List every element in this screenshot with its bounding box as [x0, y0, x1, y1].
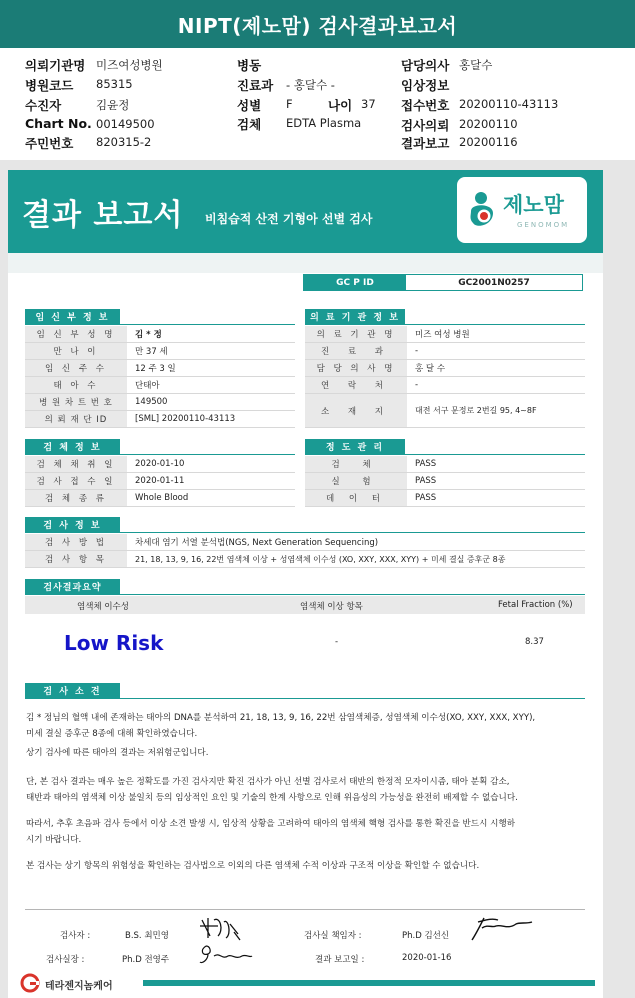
tester-label: 검사자 :: [60, 931, 91, 941]
section-line: [25, 532, 585, 533]
table-row: [25, 394, 295, 411]
table-row: [25, 456, 295, 473]
summary-col-fetal-fraction: Fetal Fraction (%): [498, 600, 573, 610]
recipient-label: 수진자: [25, 98, 62, 113]
resident-label: 주민번호: [25, 136, 74, 151]
opinion-paragraph-4: [26, 816, 591, 848]
summary-col-aneuploidy: 염색체 이수성: [77, 602, 129, 612]
age-value: 37: [361, 97, 376, 111]
table-row: [305, 394, 585, 428]
row-value: -: [415, 380, 419, 390]
table-row: [305, 377, 585, 394]
table-row: [305, 490, 585, 507]
row-key: 검 체 종 류: [25, 490, 127, 506]
lab-chief-signature: [198, 942, 254, 968]
responsible-label: 검사실 책임자 :: [304, 931, 362, 941]
table-row: [25, 360, 295, 377]
physician-value: 홍달수: [459, 58, 493, 72]
opinion-line: 따라서, 추후 초음파 검사 등에서 이상 소견 발생 시, 임상적 상황을 고려하여 태아의 염색체 핵형 검사를 통한 확진을 반드시 시행하: [26, 819, 516, 829]
table-row: [25, 326, 295, 343]
gcp-id-label: GC P ID: [304, 275, 406, 290]
row-value: 만 37 세: [135, 347, 168, 357]
row-value: 단태아: [135, 381, 160, 391]
row-key: 병 원 차 트 번 호: [25, 394, 127, 410]
row-value: 12 주 3 일: [135, 364, 176, 374]
row-value: 김 * 정: [135, 330, 162, 340]
summary-col-abnormal: 염색체 이상 항목: [300, 602, 363, 612]
table-row: [305, 473, 585, 490]
table-row: [25, 377, 295, 394]
opinion-line: 단, 본 검사 결과는 매우 높은 정확도를 가진 검사지만 확진 검사가 아닌 선별 검사로서 태반의 한정적 모자이시즘, 태아 분획 감소,: [26, 777, 510, 787]
institution-value: 미즈여성병원: [96, 58, 163, 72]
banner-title: 결과 보고서: [22, 198, 184, 233]
age-label: 나이: [328, 98, 353, 113]
section-specimen-info: 검 체 정 보: [25, 439, 120, 454]
section-line: [25, 454, 295, 455]
frame-right: [603, 170, 635, 998]
department-value: - 홍달수 -: [286, 78, 335, 92]
row-key: 데 이 터: [305, 490, 407, 506]
lab-chief-name: Ph.D 전영주: [122, 955, 170, 965]
row-value: 미즈 여성 병원: [415, 330, 470, 340]
section-line: [25, 324, 295, 325]
banner-subtitle: 비침습적 산전 기형아 선별 검사: [205, 212, 373, 226]
opinion-line: 태반과 태아의 염색체 이상 불일치 등의 임상적인 요인 및 기술의 한계 사항으로 인해 위음성의 가능성을 완전히 배제할 수 없습니다.: [26, 793, 518, 803]
row-key: 진 료 과: [305, 343, 407, 359]
section-institution-info: 의 료 기 관 정 보: [305, 309, 405, 324]
opinion-paragraph-1: [26, 710, 591, 742]
recipient-value: 김윤정: [96, 98, 130, 112]
section-result-summary: 검사결과요약: [25, 579, 120, 594]
tester-signature: [198, 914, 242, 944]
gcp-id-box: [303, 274, 583, 291]
row-value: 대전 서구 문정로 2번길 95, 4~8F: [415, 406, 537, 415]
table-row: [305, 326, 585, 343]
hospital-code-label: 병원코드: [25, 78, 74, 93]
row-value: 21, 18, 13, 9, 16, 22번 염색체 이상 + 성염색체 이수성 (XO, XXY, XXX, XYY) + 미세 결실 증후군 8종: [135, 554, 506, 564]
footer-bar: [143, 980, 595, 986]
sex-label: 성별: [237, 98, 262, 113]
responsible-signature: [468, 914, 534, 944]
row-key: 임 신 주 수: [25, 360, 127, 376]
row-value: 차세대 염기 서열 분석법(NGS, Next Generation Sequencing): [135, 538, 379, 548]
department-label: 진료과: [237, 78, 274, 93]
report-date-label-bottom: 결과 보고일 :: [315, 955, 365, 965]
chart-value: 00149500: [96, 117, 155, 131]
banner-strip: [8, 253, 603, 273]
table-row: [25, 473, 295, 490]
report-title: NIPT(제노맘) 검사결과보고서: [177, 13, 458, 38]
row-value: -: [415, 346, 419, 356]
row-key: 검 체 채 취 일: [25, 456, 127, 472]
report-date-value: 20200116: [459, 135, 518, 149]
table-row: [25, 551, 585, 568]
section-line: [305, 454, 585, 455]
opinion-line: 김 * 정님의 혈액 내에 존재하는 태아의 DNA를 분석하여 21, 18, 13, 9, 16, 22번 삼염색체증, 성염색체 이수성(XO, XXY, XXX, XYY),: [26, 713, 536, 723]
section-pregnant-info: 임 신 부 정 보: [25, 309, 120, 324]
genomom-logo: [457, 177, 587, 243]
table-row: [305, 343, 585, 360]
table-row: [305, 456, 585, 473]
signature-divider: [25, 909, 585, 910]
row-key: 만 나 이: [25, 343, 127, 359]
institution-label: 의뢰기관명: [25, 58, 86, 73]
chart-label: Chart No.: [25, 116, 92, 131]
report-title-bar: [0, 0, 635, 48]
row-value: 149500: [135, 397, 168, 407]
report-date-bottom: 2020-01-16: [402, 953, 452, 963]
hospital-code-value: 85315: [96, 77, 133, 91]
divider: [0, 160, 635, 170]
opinion-line: 시기 바랍니다.: [26, 835, 82, 845]
result-low-risk: Low Risk: [64, 631, 164, 655]
section-line: [25, 698, 585, 699]
row-value: 2020-01-10: [135, 459, 185, 469]
logo-text: 제노맘: [503, 193, 564, 217]
row-key: 검 사 접 수 일: [25, 473, 127, 489]
opinion-paragraph-5: 본 검사는 상기 항목의 위험성을 확인하는 검사법으로 이외의 다른 염색체 수적 이상과 구조적 이상을 확인할 수 없습니다.: [26, 861, 480, 871]
row-key: 태 아 수: [25, 377, 127, 393]
opinion-paragraph-2: 상기 검사에 따른 태아의 결과는 저위험군입니다.: [26, 748, 209, 758]
resident-value: 820315-2: [96, 135, 152, 149]
row-key: 임 신 부 성 명: [25, 326, 127, 342]
table-row: [25, 411, 295, 428]
row-value: 2020-01-11: [135, 476, 185, 486]
table-row: [25, 534, 585, 551]
row-key: 검 사 항 목: [25, 551, 127, 567]
gcp-id-value: GC2001N0257: [458, 277, 530, 288]
patient-meta: [0, 52, 635, 162]
row-key: 담 당 의 사 명: [305, 360, 407, 376]
logo-subtext: GENOMOM: [517, 221, 570, 229]
tester-name: B.S. 최민영: [125, 931, 169, 941]
row-key: 검 체: [305, 456, 407, 472]
row-key: 의 료 기 관 명: [305, 326, 407, 342]
specimen-value: EDTA Plasma: [286, 116, 362, 130]
row-value: PASS: [415, 476, 437, 486]
result-fetal-fraction: 8.37: [525, 637, 544, 647]
frame-left: [0, 170, 8, 998]
result-report: [8, 170, 603, 998]
opinion-paragraph-3: [26, 774, 591, 806]
row-key: 연 락 처: [305, 377, 407, 393]
lab-chief-label: 검사실장 :: [46, 955, 85, 965]
table-row: [25, 490, 295, 507]
request-value: 20200110: [459, 117, 518, 131]
row-value: 홍 달 수: [415, 364, 446, 374]
section-opinion: 검 사 소 견: [25, 683, 120, 698]
section-quality-control: 정 도 관 리: [305, 439, 405, 454]
clinical-info-label: 임상정보: [401, 78, 450, 93]
report-banner: [8, 170, 603, 253]
report-date-label: 결과보고: [401, 136, 450, 151]
row-key: 검 사 방 법: [25, 534, 127, 550]
genomom-logo-icon: [467, 189, 501, 231]
row-value: Whole Blood: [135, 493, 189, 503]
section-line: [305, 324, 585, 325]
sex-value: F: [286, 97, 293, 111]
responsible-name: Ph.D 김선신: [402, 931, 450, 941]
row-key: 소 재 지: [305, 394, 407, 427]
row-value: PASS: [415, 493, 437, 503]
report-footer: [8, 970, 603, 998]
company-name: 테라젠지놈케어: [45, 981, 113, 992]
ward-label: 병동: [237, 58, 262, 73]
row-key: 실 험: [305, 473, 407, 489]
row-value: [SML] 20200110-43113: [135, 414, 236, 424]
receipt-label: 접수번호: [401, 98, 450, 113]
section-line: [25, 594, 585, 595]
result-abnormal-items: -: [335, 637, 339, 647]
table-row: [305, 360, 585, 377]
table-row: [25, 343, 295, 360]
row-key: 의 뢰 재 단 ID: [25, 411, 127, 427]
company-logo-icon: [20, 973, 40, 993]
opinion-line: 미세 결실 증후군 8종에 대해 확인하였습니다.: [26, 729, 198, 739]
row-value: PASS: [415, 459, 437, 469]
summary-header-row: [25, 596, 585, 614]
request-label: 검사의뢰: [401, 118, 450, 133]
specimen-label: 검체: [237, 117, 262, 132]
receipt-value: 20200110-43113: [459, 97, 559, 111]
section-test-info: 검 사 정 보: [25, 517, 120, 532]
physician-label: 담당의사: [401, 58, 450, 73]
